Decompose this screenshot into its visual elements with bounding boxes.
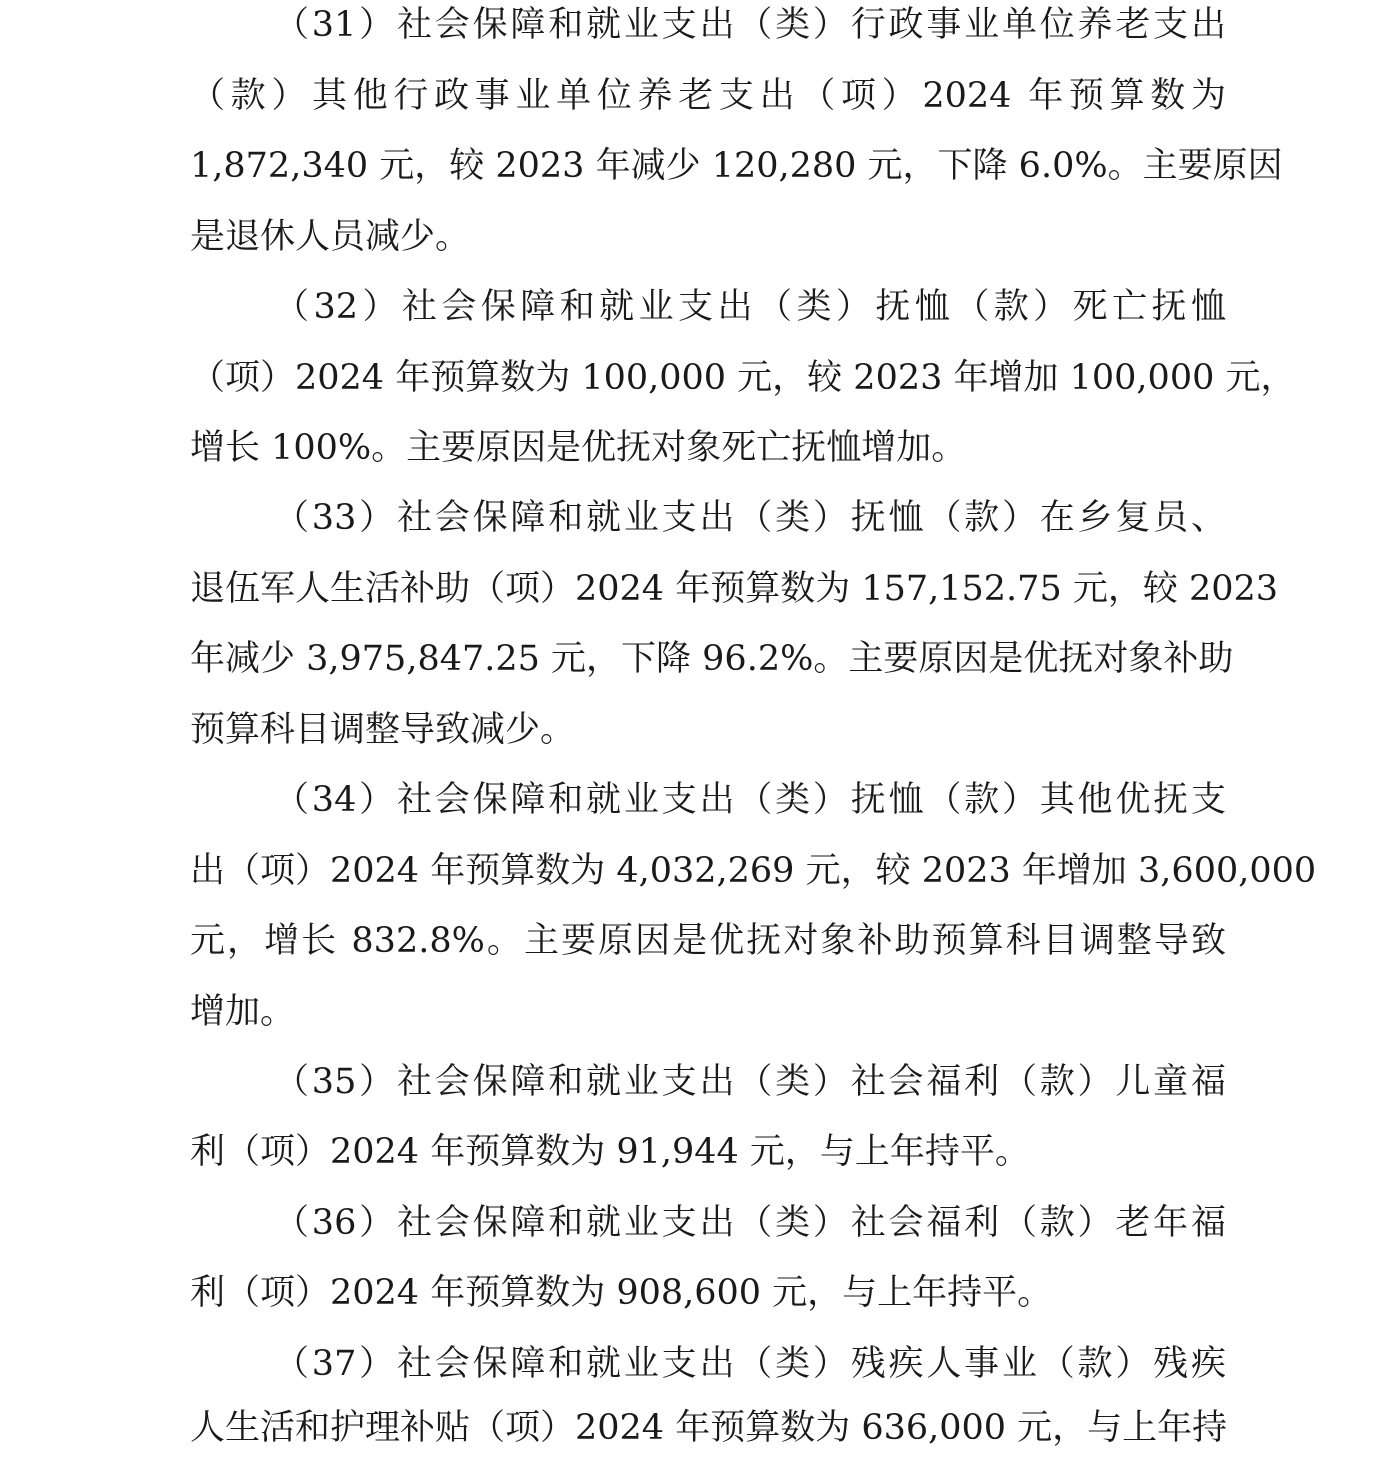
para-31-line-2: （款）其他行政事业单位养老支出（项）2024 年预算数为: [190, 76, 1226, 116]
para-34-line-1: （34）社会保障和就业支出（类）抚恤（款）其他优抚支: [274, 780, 1226, 820]
para-32-line-1: （32）社会保障和就业支出（类）抚恤（款）死亡抚恤: [274, 287, 1226, 327]
para-33-line-3: 年减少 3,975,847.25 元，下降 96.2%。主要原因是优抚对象补助: [190, 639, 1234, 679]
para-33-line-1: （33）社会保障和就业支出（类）抚恤（款）在乡复员、: [274, 498, 1226, 538]
para-32-line-3: 增长 100%。主要原因是优抚对象死亡抚恤增加。: [190, 428, 967, 468]
para-36-line-2: 利（项）2024 年预算数为 908,600 元，与上年持平。: [190, 1273, 1053, 1313]
para-31-line-1: （31）社会保障和就业支出（类）行政事业单位养老支出: [274, 5, 1226, 45]
para-37-line-1: （37）社会保障和就业支出（类）残疾人事业（款）残疾: [274, 1344, 1226, 1384]
para-35-line-1: （35）社会保障和就业支出（类）社会福利（款）儿童福: [274, 1062, 1226, 1102]
para-31-line-4: 是退休人员减少。: [190, 217, 471, 257]
para-34-line-2: 出（项）2024 年预算数为 4,032,269 元，较 2023 年增加 3,600,000: [190, 851, 1317, 891]
para-31-line-3: 1,872,340 元，较 2023 年减少 120,280 元，下降 6.0%。主要原因: [190, 146, 1283, 186]
para-33-line-2: 退伍军人生活补助（项）2024 年预算数为 157,152.75 元，较 2023: [190, 569, 1279, 609]
para-34-line-4: 增加。: [190, 992, 296, 1032]
para-32-line-2: （项）2024 年预算数为 100,000 元，较 2023 年增加 100,000 元，: [190, 358, 1296, 398]
para-33-line-4: 预算科目调整导致减少。: [190, 710, 576, 750]
para-34-line-3: 元，增长 832.8%。主要原因是优抚对象补助预算科目调整导致: [190, 921, 1226, 961]
para-37-line-2: 人生活和护理补贴（项）2024 年预算数为 636,000 元，与上年持: [190, 1408, 1228, 1448]
para-35-line-2: 利（项）2024 年预算数为 91,944 元，与上年持平。: [190, 1132, 1030, 1172]
para-36-line-1: （36）社会保障和就业支出（类）社会福利（款）老年福: [274, 1203, 1226, 1243]
